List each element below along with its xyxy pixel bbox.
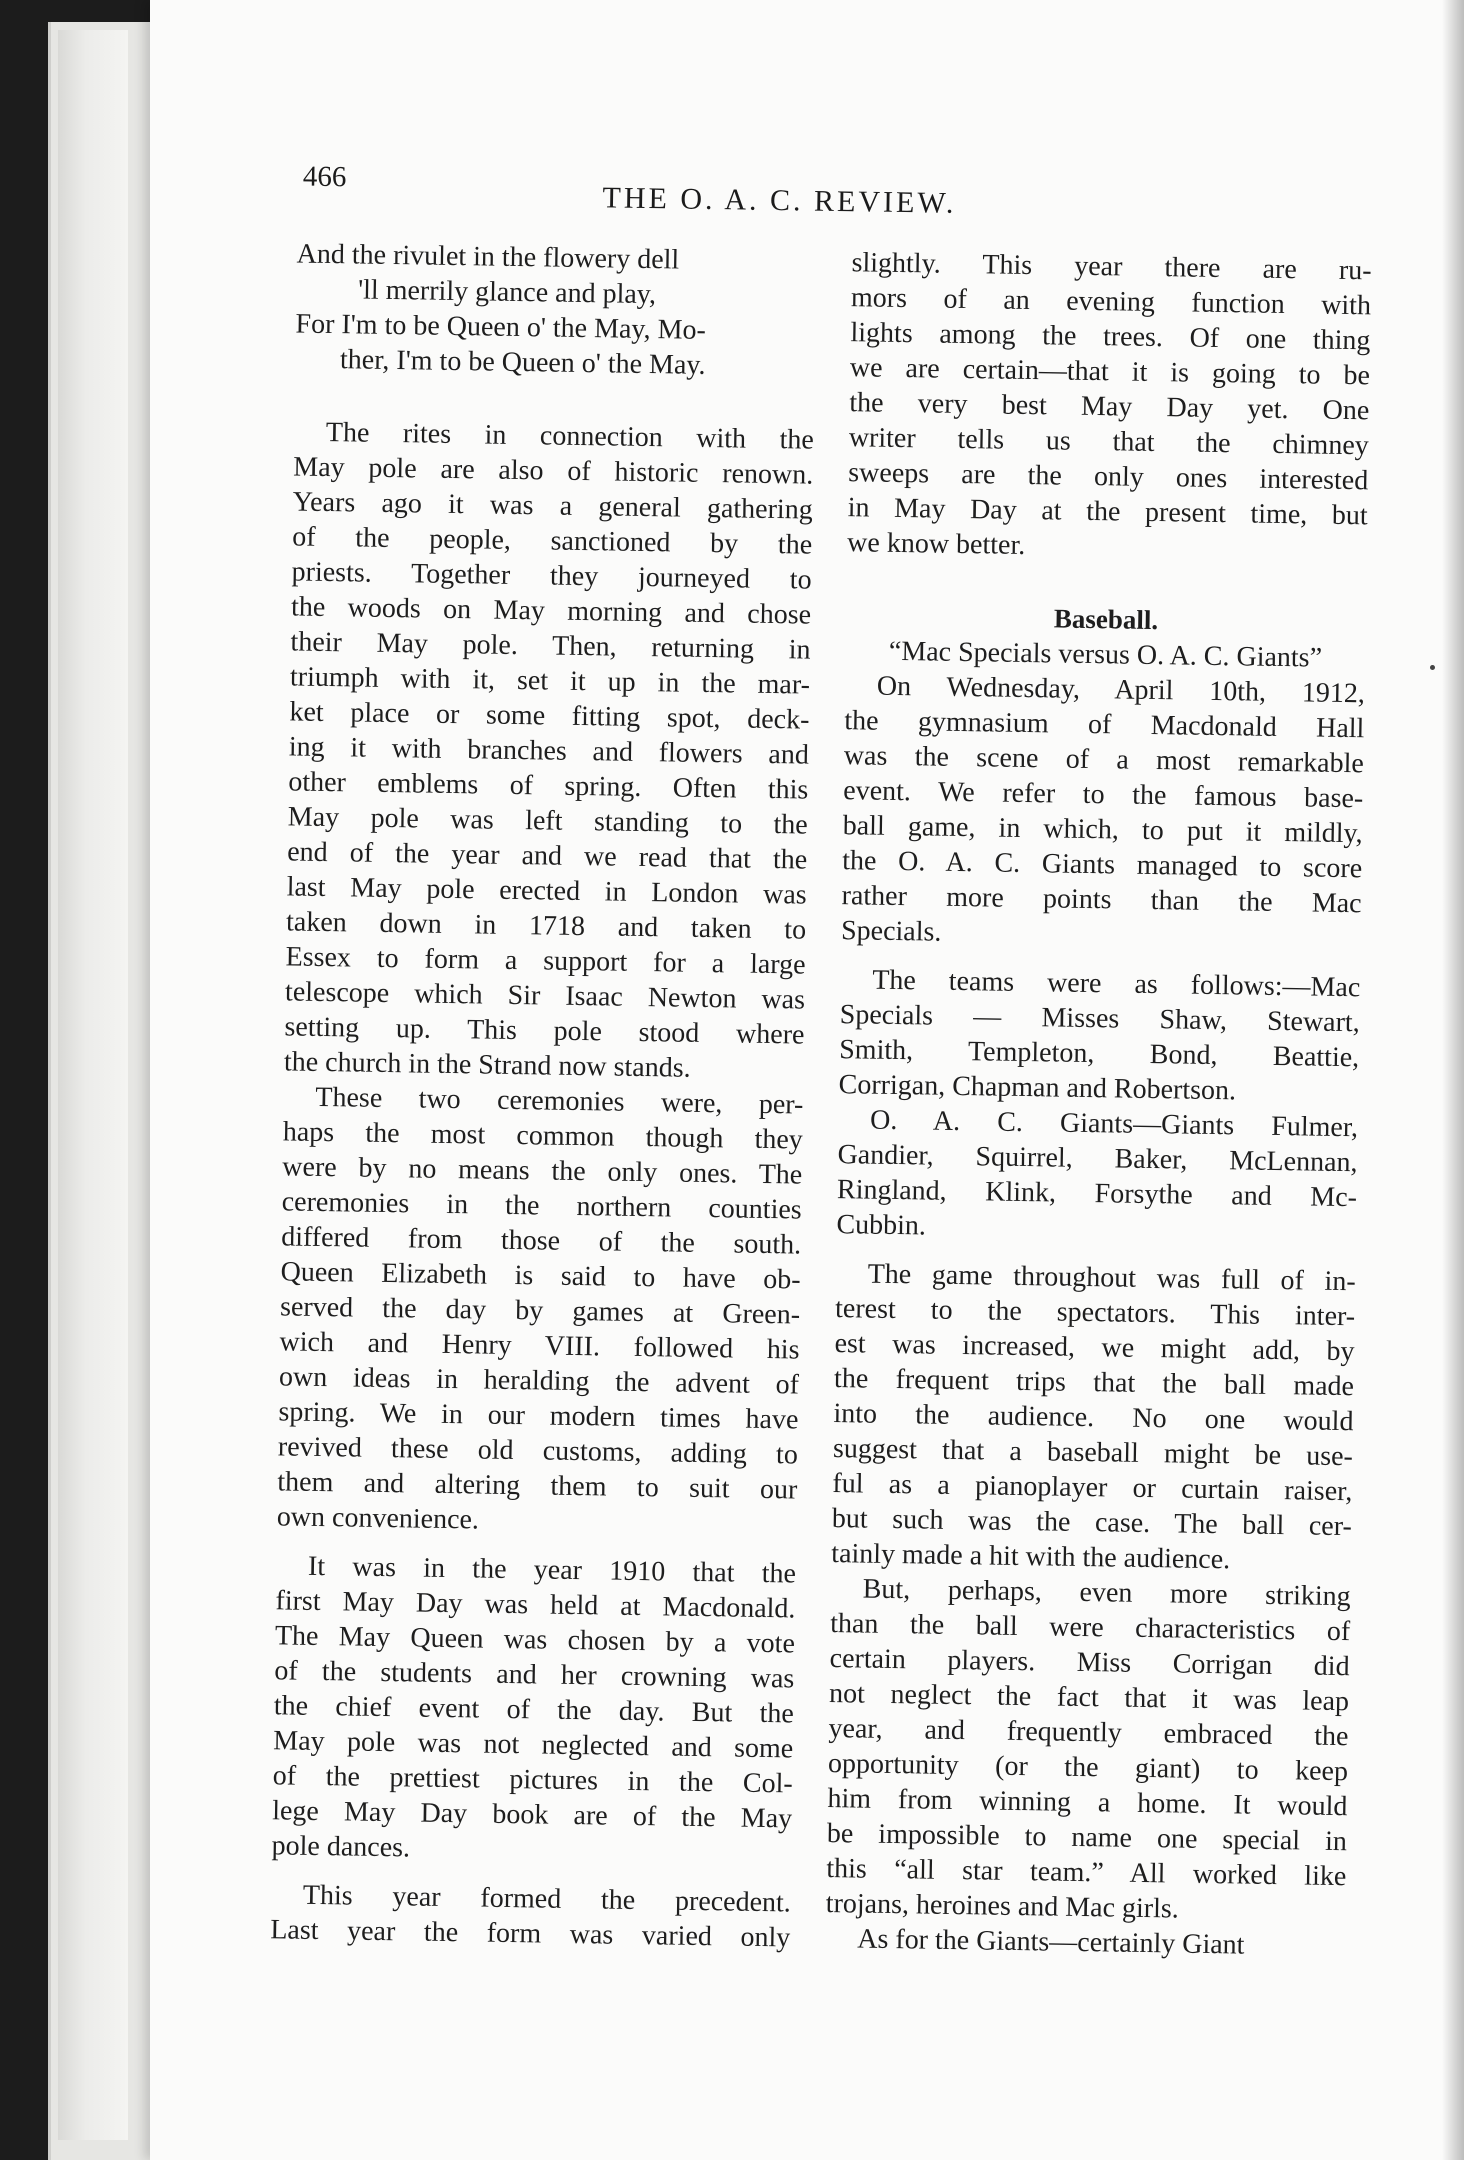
text-line: rather more points than the Mac <box>841 880 1362 920</box>
text-line: the church in the Strand now stands. <box>283 1046 691 1084</box>
paragraph-first-may-day <box>271 1548 796 1871</box>
text-line: be impossible to name one special in <box>826 1817 1348 1858</box>
paragraph-may-pole <box>284 414 814 1087</box>
text-line: the gymnasium of Macdonald Hall <box>844 705 1365 745</box>
paragraph-giants <box>825 1921 1345 1964</box>
text-line: but such was the case. The ball cer- <box>831 1503 1353 1543</box>
text-line: the O. A. C. Giants managed to score <box>841 845 1363 885</box>
text-line: The teams were as follows:—Mac <box>872 964 1361 1004</box>
text-line: These two ceremonies were, per- <box>315 1081 804 1121</box>
right-column <box>825 245 1372 1964</box>
text-line: differed from those of the south. <box>280 1221 802 1261</box>
text-line: setting up. This pole stood where <box>284 1011 805 1051</box>
text-line: we are certain—that it is going to be <box>849 352 1371 392</box>
text-line: Specials — Misses Shaw, Stewart, <box>839 999 1360 1039</box>
paragraph-ceremonies <box>277 1079 804 1542</box>
text-line: haps the most common though they <box>282 1116 804 1156</box>
text-line: their May pole. Then, returning in <box>290 626 811 666</box>
text-line: Cubbin. <box>836 1209 927 1242</box>
text-line: Years ago it was a general gathering <box>292 486 813 526</box>
text-line: year, and frequently embraced the <box>828 1713 1349 1753</box>
text-line: As for the Giants—certainly Giant <box>857 1923 1245 1961</box>
text-line: Corrigan, Chapman and Robertson. <box>838 1069 1237 1107</box>
text-line: Essex to form a support for a large <box>285 941 806 981</box>
text-line: The rites in connection with the <box>325 416 815 456</box>
text-line: event. We refer to the famous base- <box>843 775 1364 815</box>
paragraph-players <box>826 1571 1351 1929</box>
text-line: The May Queen was chosen by a vote <box>274 1620 796 1660</box>
paragraph-game <box>831 1256 1356 1579</box>
text-line: mors of an evening function with <box>850 282 1372 322</box>
page-edges <box>58 30 128 2140</box>
text-line: him from winning a home. It would <box>827 1783 1348 1823</box>
paragraph-baseball-event <box>841 668 1365 956</box>
text-line: we know better. <box>846 527 1026 561</box>
ink-speck <box>1430 665 1435 670</box>
text-line: slightly. This year there are ru- <box>851 247 1372 287</box>
text-line: wich and Henry VIII. followed his <box>279 1326 800 1366</box>
text-line: sweeps are the only ones interested <box>848 457 1369 497</box>
paragraph-giants-roster <box>836 1102 1358 1250</box>
text-line: served the day by games at Green- <box>279 1291 801 1331</box>
verse-line: 'll merrily glance and play, <box>357 274 657 311</box>
text-line: Ringland, Klink, Forsythe and Mc- <box>836 1174 1358 1214</box>
page-edge-shadow <box>1442 0 1464 2160</box>
text-line: est was increased, we might add, by <box>834 1328 1355 1368</box>
text-line: of the prettiest pictures in the Col- <box>272 1760 793 1800</box>
text-line: of the people, sanctioned by the <box>291 521 813 561</box>
text-line: May pole was not neglected and some <box>273 1725 794 1765</box>
text-line: ket place or some fitting spot, deck- <box>289 696 810 736</box>
text-line: triumph with it, set it up in the mar- <box>289 661 811 701</box>
page-content <box>132 0 1464 2160</box>
text-line: priests. Together they journeyed to <box>291 556 812 596</box>
text-line: ceremonies in the northern counties <box>281 1186 802 1226</box>
text-line: lege May Day book are of the May <box>271 1795 793 1835</box>
verse-line: For I'm to be Queen o' the May, Mo- <box>295 308 707 346</box>
text-line: revived these old customs, adding to <box>277 1431 799 1471</box>
text-line: first May Day was held at Macdonald. <box>275 1585 796 1625</box>
text-line: writer tells us that the chimney <box>848 422 1370 462</box>
text-line: tainly made a hit with the audience. <box>831 1538 1231 1576</box>
paragraph-continued <box>847 245 1372 568</box>
text-line: lights among the trees. Of one thing <box>850 317 1371 357</box>
section-heading: Baseball. <box>1053 603 1159 636</box>
book-page <box>150 0 1464 2160</box>
page-number: 466 <box>302 160 347 194</box>
text-line: The game throughout was full of in- <box>867 1258 1356 1298</box>
text-line: was the scene of a most remarkable <box>843 740 1365 780</box>
verse-line: And the rivulet in the flowery dell <box>296 238 680 276</box>
text-line: them and altering them to suit our <box>277 1466 798 1506</box>
text-line: Smith, Templeton, Bond, Beattie, <box>838 1034 1360 1074</box>
text-line: of the students and her crowning was <box>274 1655 795 1695</box>
text-line: telescope which Sir Isaac Newton was <box>284 976 806 1016</box>
text-line: spring. We in our modern times have <box>278 1396 799 1436</box>
text-line: end of the year and we read that the <box>287 836 808 876</box>
text-line: May pole are also of historic renown. <box>293 451 814 491</box>
page-header <box>302 161 1203 235</box>
text-line: own ideas in heralding the advent of <box>278 1361 800 1401</box>
text-line: the chief event of the day. But the <box>273 1690 795 1730</box>
text-line: the frequent trips that the ball made <box>833 1363 1355 1403</box>
running-title: THE O. A. C. REVIEW. <box>602 181 957 220</box>
text-line: taken down in 1718 and taken to <box>285 906 807 946</box>
paragraph-teams <box>838 962 1360 1110</box>
text-line: into the audience. No one would <box>833 1398 1354 1438</box>
text-line: in May Day at the present time, but <box>847 492 1368 532</box>
section-subheading: “Mac Specials versus O. A. C. Giants” <box>888 635 1323 674</box>
text-line: May pole was left standing to the <box>287 801 808 841</box>
text-line: other emblems of spring. Often this <box>288 766 809 806</box>
text-line: last May pole erected in London was <box>286 871 807 911</box>
text-line: pole dances. <box>271 1830 411 1864</box>
text-line: own convenience. <box>276 1501 480 1536</box>
text-line: This year formed the precedent. <box>302 1879 792 1919</box>
text-line: On Wednesday, April 10th, 1912, <box>876 670 1366 710</box>
text-line: certain players. Miss Corrigan did <box>829 1643 1350 1683</box>
text-line: than the ball were characteristics of <box>829 1608 1351 1648</box>
text-line: ful as a pianoplayer or curtain raiser, <box>832 1468 1353 1508</box>
text-line: O. A. C. Giants—Giants Fulmer, <box>869 1104 1359 1144</box>
text-line: this “all star team.” All worked like <box>826 1852 1347 1893</box>
text-line: were by no means the only ones. The <box>282 1151 803 1191</box>
poem-excerpt <box>295 236 817 384</box>
paragraph-precedent <box>270 1877 791 1955</box>
text-line: Queen Elizabeth is said to have ob- <box>280 1256 801 1296</box>
verse-line: ther, I'm to be Queen o' the May. <box>339 344 706 381</box>
text-line: Gandier, Squirrel, Baker, McLennan, <box>837 1139 1358 1179</box>
text-line: the woods on May morning and chose <box>290 591 812 631</box>
text-line: not neglect the fact that it was leap <box>828 1678 1350 1718</box>
text-line: terest to the spectators. This inter- <box>834 1293 1356 1333</box>
text-line: It was in the year 1910 that the <box>307 1550 797 1590</box>
text-line: suggest that a baseball might be use- <box>832 1433 1354 1473</box>
text-line: the very best May Day yet. One <box>849 387 1370 427</box>
text-line: Specials. <box>840 915 942 948</box>
left-column <box>270 236 817 1955</box>
text-line: ing it with branches and flowers and <box>288 731 810 771</box>
text-line: But, perhaps, even more striking <box>862 1573 1351 1613</box>
text-line: ball game, in which, to put it mildly, <box>842 810 1363 850</box>
text-line: trojans, heroines and Mac girls. <box>825 1887 1180 1925</box>
text-line: Last year the form was varied only <box>270 1914 791 1954</box>
text-line: opportunity (or the giant) to keep <box>827 1748 1349 1788</box>
